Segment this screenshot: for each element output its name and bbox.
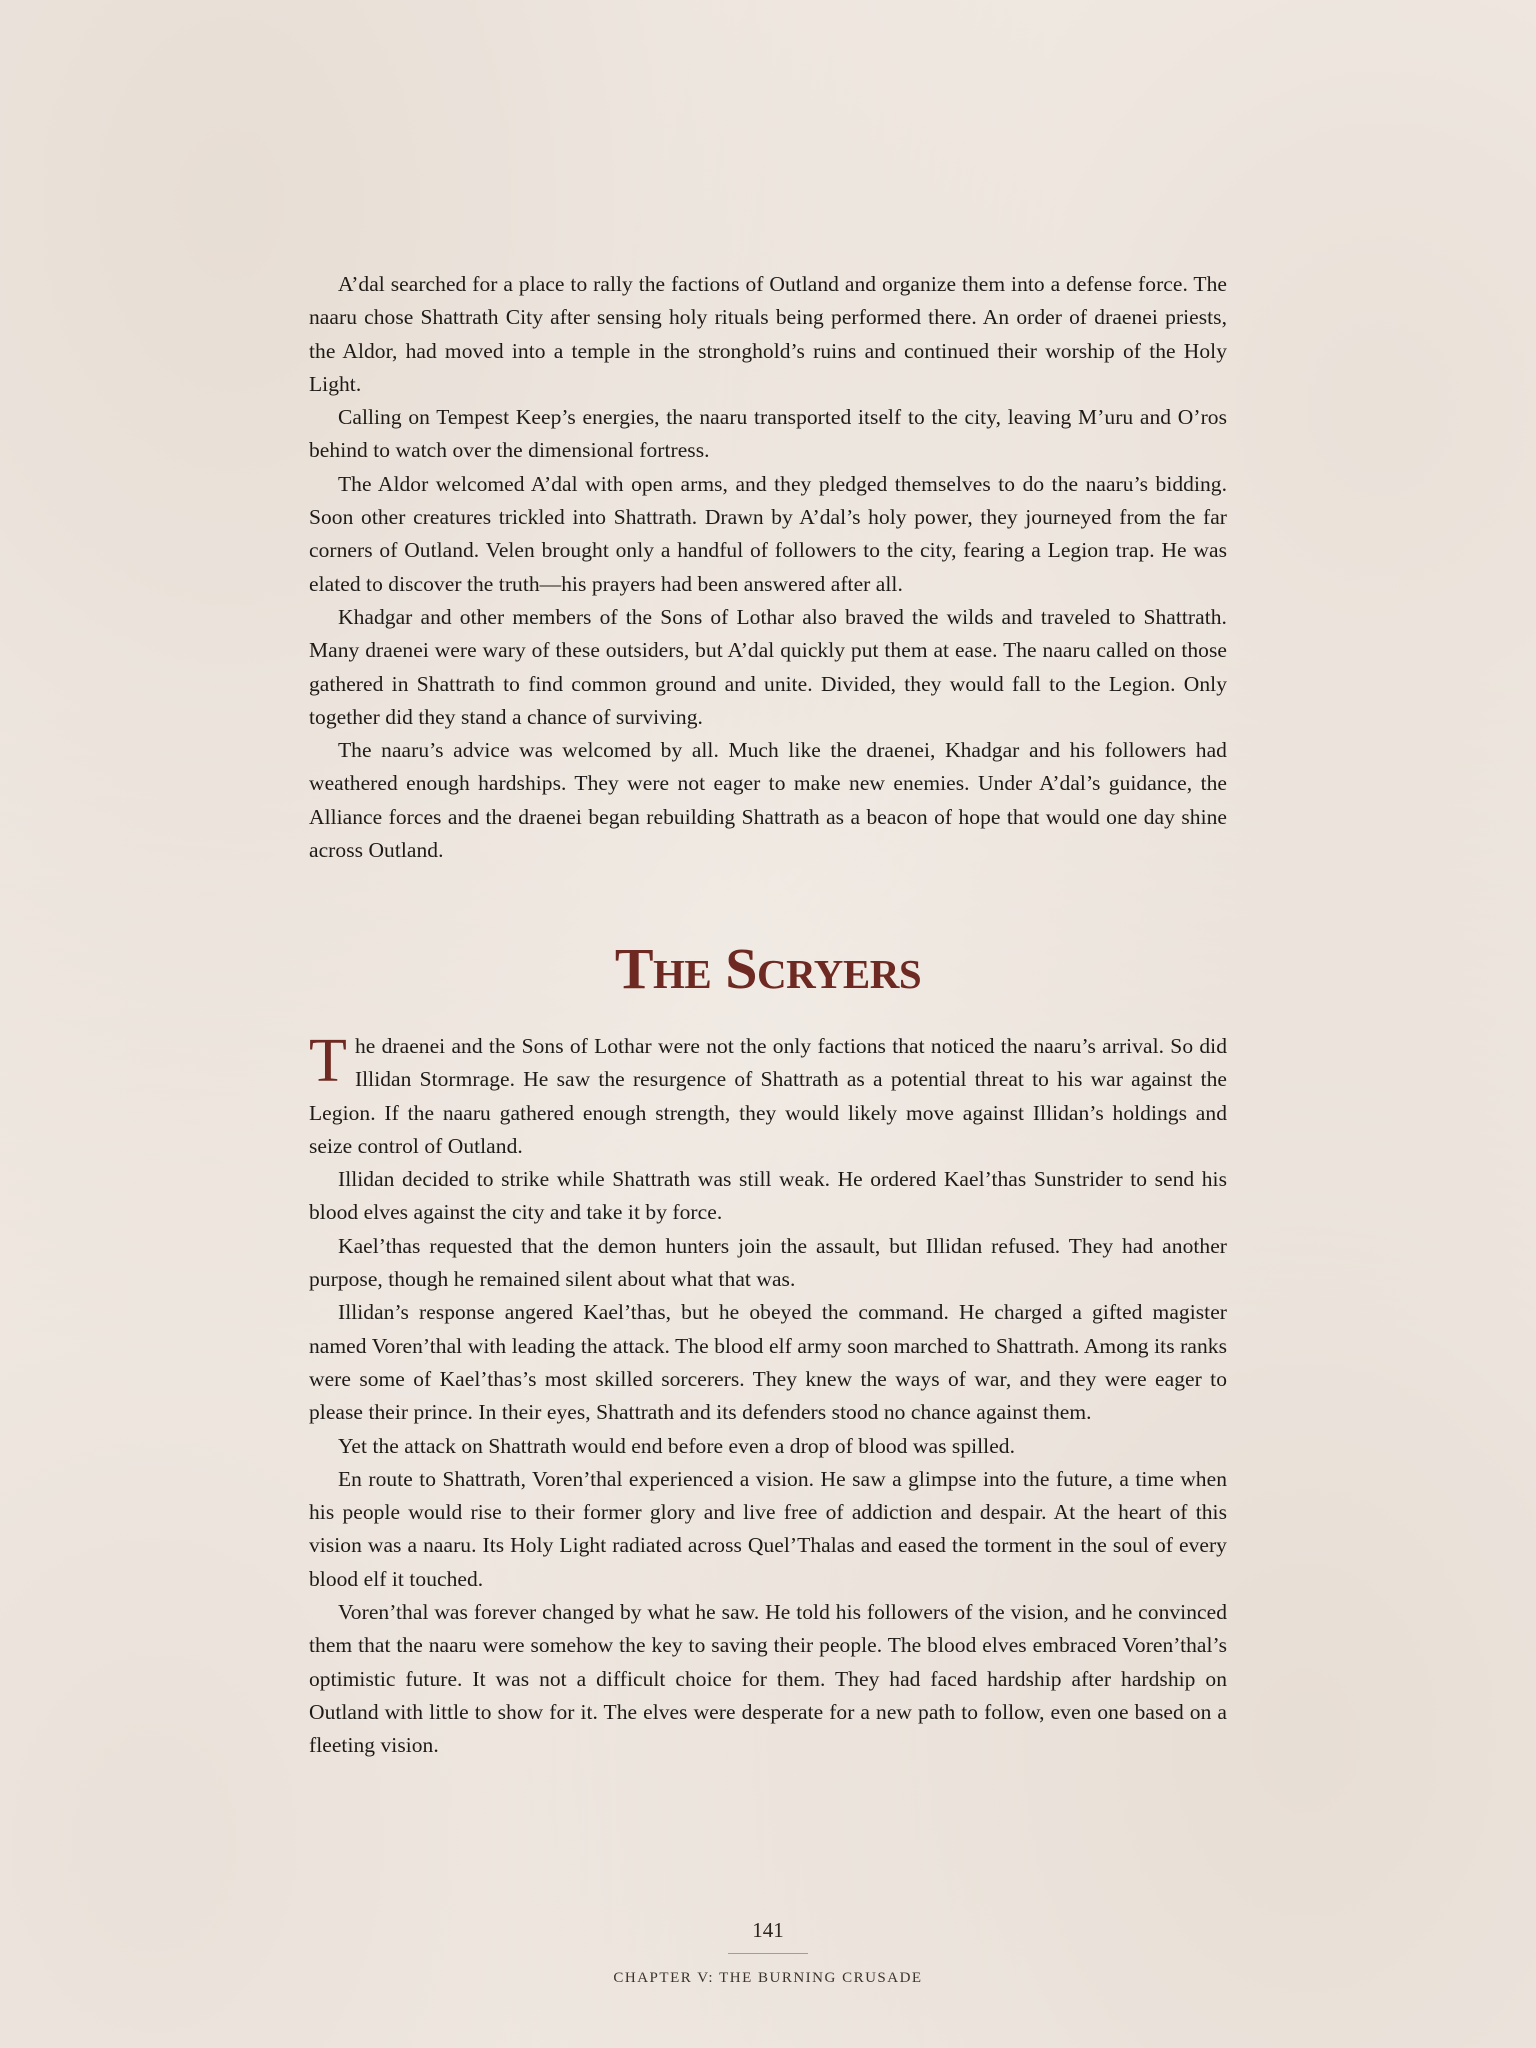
drop-cap: T <box>309 1027 347 1095</box>
paragraph: Khadgar and other members of the Sons of Lothar also braved the wilds and traveled to Shattrath. Many draenei were wary of these outsiders, but A’dal quickly put them at ease. The naaru called on those gathered in Shattrath to find common ground and unite. Divided, they would fall to the Legion. Only together did they stand a chance of surviving. <box>309 604 1227 729</box>
paragraph: Illidan decided to strike while Shattrath was still weak. He ordered Kael’thas Sunstrider to send his blood elves against the city and take it by force. <box>309 1167 1227 1225</box>
chapter-title: CHAPTER V: THE BURNING CRUSADE <box>613 1970 923 1986</box>
paragraph: Calling on Tempest Keep’s energies, the naaru transported itself to the city, leaving M’uru and O’ros behind to watch over the dimensional fortress. <box>309 405 1227 463</box>
paragraph: Voren’thal was forever changed by what he saw. He told his followers of the vision, and he convinced them that the naaru were somehow the key to saving their people. The blood elves embraced Voren’thal’s optimistic future. It was not a difficult choice for them. They had faced hardship after hardship on Outland with little to show for it. The elves were desperate for a new path to follow, even one based on a fleeting vision. <box>309 1600 1227 1758</box>
scryers-section <box>309 1027 1227 1763</box>
page-number: 141 <box>752 1918 784 1942</box>
paragraph: Illidan’s response angered Kael’thas, but he obeyed the command. He charged a gifted magister named Voren’thal with leading the attack. The blood elf army soon marched to Shattrath. Among its ranks were some of Kael’thas’s most skilled sorcerers. They knew the ways of war, and they were eager to please their prince. In their eyes, Shattrath and its defenders stood no chance against them. <box>309 1300 1227 1425</box>
section-heading: The Scryers <box>614 936 922 1001</box>
opening-paragraph-text: he draenei and the Sons of Lothar were not the only factions that noticed the naaru’s arrival. So did Illidan Stormrage. He saw the resurgence of Shattrath as a potential threat to his war against the Legion. If the naaru gathered enough strength, they would likely move against Illidan’s holdings and seize control of Outland. <box>309 1034 1227 1158</box>
paragraph: A’dal searched for a place to rally the factions of Outland and organize them into a defense force. The naaru chose Shattrath City after sensing holy rituals being performed there. An order of draenei priests, the Aldor, had moved into a temple in the stronghold’s ruins and continued their worship of the Holy Light. <box>309 272 1227 396</box>
opening-paragraph <box>309 1027 1227 1163</box>
paragraph: En route to Shattrath, Voren’thal experienced a vision. He saw a glimpse into the future, a time when his people would rise to their former glory and live free of addiction and despair. At the heart of this vision was a naaru. Its Holy Light radiated across Quel’Thalas and eased the torment in the soul of every blood elf it touched. <box>309 1466 1227 1591</box>
paragraph: The naaru’s advice was welcomed by all. Much like the draenei, Khadgar and his followers had weathered enough hardships. They were not eager to make new enemies. Under A’dal’s guidance, the Alliance forces and the draenei began rebuilding Shattrath as a beacon of hope that would one day shine across Outland. <box>309 738 1227 863</box>
footer-divider <box>728 1953 808 1954</box>
paragraph: The Aldor welcomed A’dal with open arms, and they pledged themselves to do the naaru’s bidding. Soon other creatures trickled into Shattrath. Drawn by A’dal’s holy power, they journeyed from the far corners of Outland. Velen brought only a handful of followers to the city, fearing a Legion trap. He was elated to discover the truth—his prayers had been answered after all. <box>309 471 1227 596</box>
intro-section <box>309 268 1227 867</box>
paragraph: Kael’thas requested that the demon hunters join the assault, but Illidan refused. They had another purpose, though he remained silent about what that was. <box>309 1233 1227 1292</box>
paragraph: Yet the attack on Shattrath would end before even a drop of blood was spilled. <box>338 1433 1016 1458</box>
